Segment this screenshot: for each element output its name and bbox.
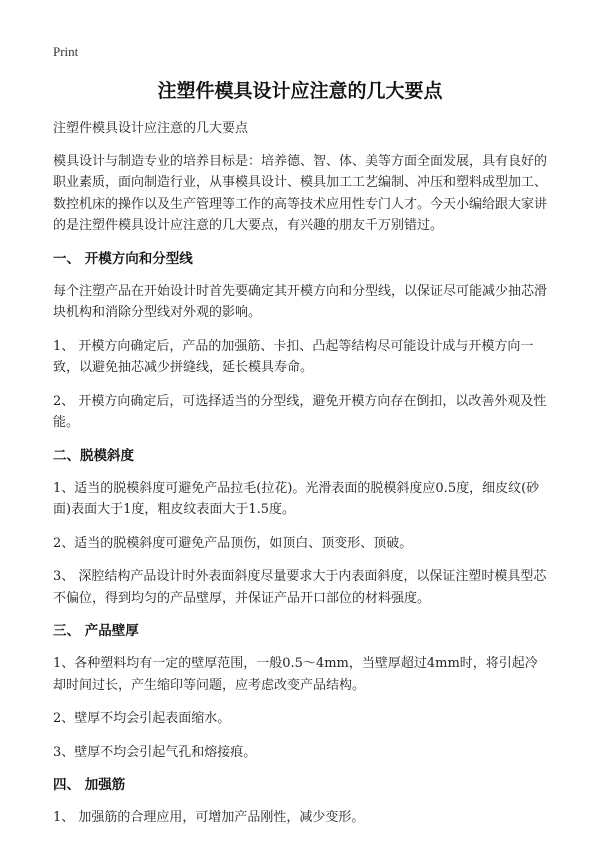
section-paragraph: 2、适当的脱模斜度可避免产品顶伤，如顶白、顶变形、顶破。 — [53, 535, 413, 551]
section-paragraph: 1、各种塑料均有一定的壁厚范围，一般0.5～4mm，当壁厚超过4mm时，将引起冷却时间过长，产生缩印等问题，应考虑改变产品结构。 — [53, 656, 538, 693]
section-heading: 三、 产品壁厚 — [53, 623, 139, 639]
section-paragraph: 3、壁厚不均会引起气孔和熔接痕。 — [53, 744, 257, 760]
page-title: 注塑件模具设计应注意的几大要点 — [157, 80, 443, 102]
article-subtitle: 注塑件模具设计应注意的几大要点 — [53, 121, 249, 136]
section-paragraph: 2、 开模方向确定后，可选择适当的分型线，避免开模方向存在倒扣，以改善外观及性能。 — [53, 393, 547, 430]
section-paragraph: 3、 深腔结构产品设计时外表面斜度尽量要求大于内表面斜度，以保证注塑时模具型芯不偏位，得到均匀的产品壁厚，并保证产品开口部位的材料强度。 — [53, 569, 547, 606]
section-paragraph: 每个注塑产品在开始设计时首先要确定其开模方向和分型线，以保证尽可能减少抽芯滑块机构和消除分型线对外观的影响。 — [53, 283, 548, 320]
section-paragraph: 1、 开模方向确定后，产品的加强筋、卡扣、凸起等结构尽可能设计成与开模方向一致，以避免抽芯减少拼缝线，延长模具寿命。 — [53, 338, 534, 375]
print-link[interactable]: Print — [53, 44, 79, 59]
section-paragraph: 2、壁厚不均会引起表面缩水。 — [53, 711, 231, 726]
intro-paragraph: 模具设计与制造专业的培养目标是：培养德、智、体、美等方面全面发展，具有良好的职业素质，面向制造行业，从事模具设计、模具加工工艺编制、冲压和塑料成型加工、数控机床的操作以及生产管理等工作的高等技术应用性专门人才。今天小编给跟大家讲的是注塑件模具设计应注意的几大要点，有兴趣的朋友千万别错过。 — [53, 153, 548, 233]
article-body — [53, 118, 550, 841]
section-heading: 四、 加强筋 — [53, 777, 126, 793]
section-paragraph: 1、适当的脱模斜度可避免产品拉毛(拉花)。光滑表面的脱模斜度应0.5度，细皮纹(砂面)表面大于1度，粗皮纹表面大于1.5度。 — [53, 480, 540, 517]
section-paragraph: 1、 加强筋的合理应用，可增加产品刚性，减少变形。 — [53, 810, 365, 825]
section-heading: 一、 开模方向和分型线 — [53, 250, 193, 267]
section-heading: 二、脱模斜度 — [53, 447, 134, 464]
